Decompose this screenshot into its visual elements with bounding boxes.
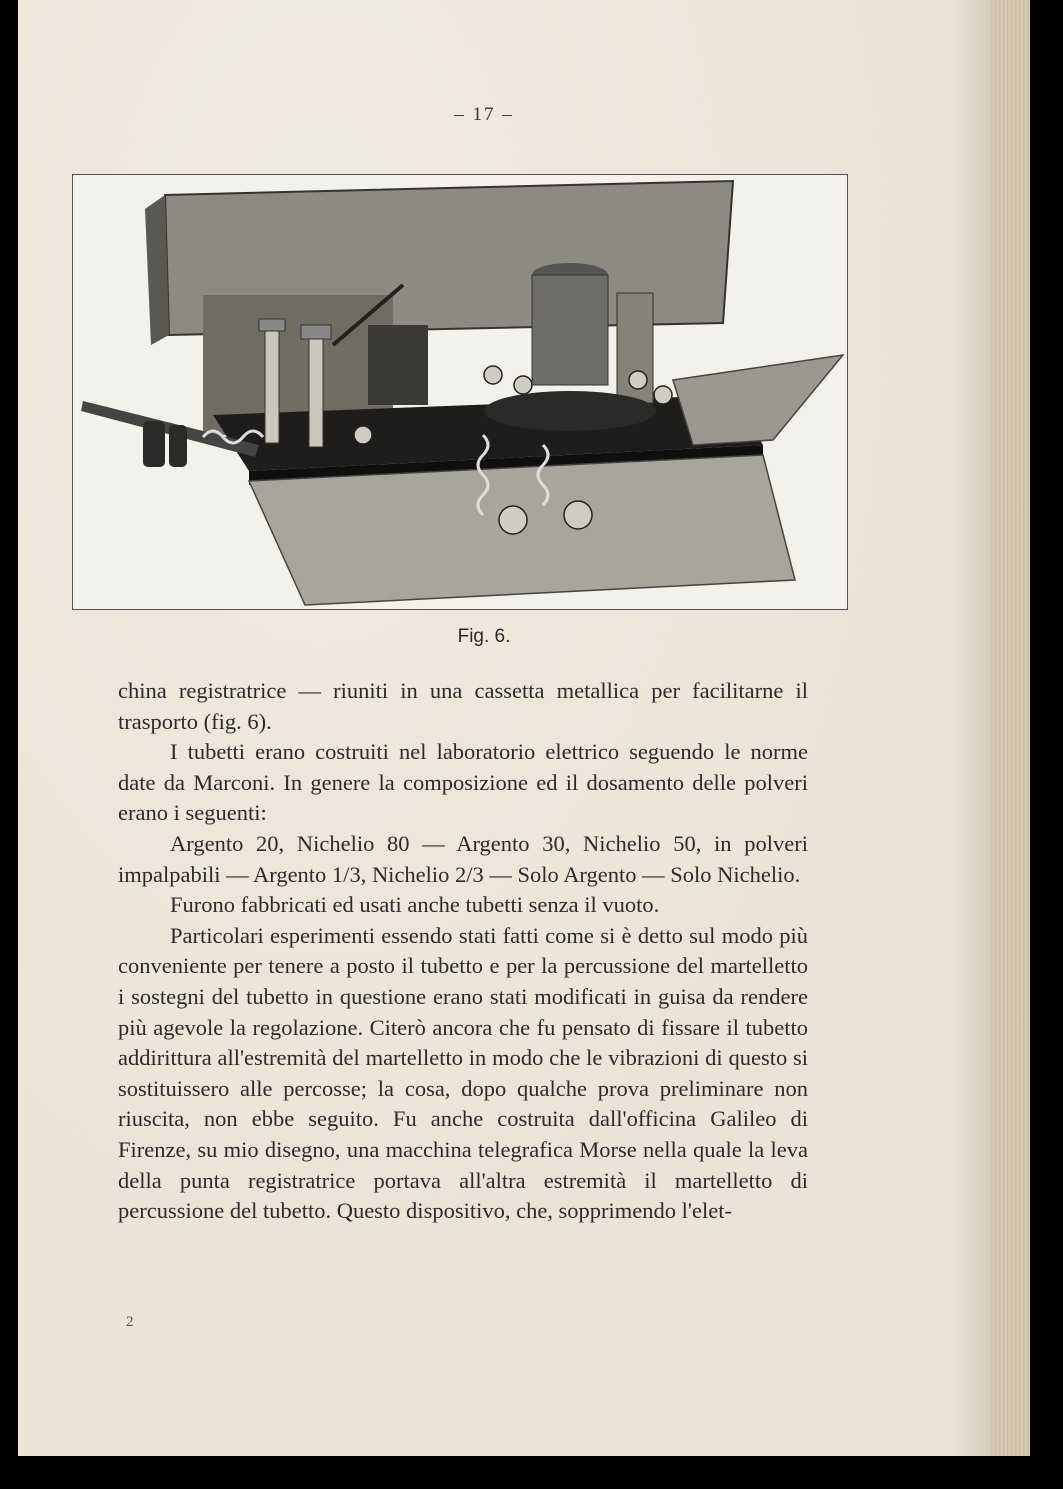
signature-mark: 2 xyxy=(126,1314,134,1330)
apparatus-photo xyxy=(73,175,847,609)
paragraph: I tubetti erano costruiti nel laboratorio elettrico seguendo le norme date da Marconi. In genere la composizione ed il dosamento delle polveri erano i seguenti: xyxy=(118,739,808,826)
body-text xyxy=(118,676,808,1227)
book-page xyxy=(18,0,1030,1456)
paragraph: Particolari esperimenti essendo stati fatti come si è detto sul modo più conveniente per tenere a posto il tubetto e per la percussione del martelletto i sostegni del tubetto in questione erano stati modificati in guisa da rendere più agevole la regolazione. Citerò ancora che fu pensato di fissare il tubetto addirittura all'estremità del martelletto in modo che le vibrazioni di questo si sostituissero alle percosse; la cosa, dopo qualche prova preliminare non riuscita, non ebbe seguito. Fu anche costruita dall'officina Galileo di Firenze, su mio disegno, una macchina telegrafica Morse nella quale la leva della punta registratrice portava all'altra estremità il martelletto di percussione del tubetto. Questo dispositivo, che, sopprimendo l'elet- xyxy=(118,922,808,1224)
page-edge xyxy=(990,0,1030,1456)
page-number: – 17 – xyxy=(454,104,514,125)
paragraph: Argento 20, Nichelio 80 — Argento 30, Nichelio 50, in polveri impalpabili — Argento 1/3, Nichelio 2/3 — Solo Argento — Solo Nichelio. xyxy=(118,830,808,887)
figure-photo xyxy=(72,174,848,610)
figure-caption: Fig. 6. xyxy=(457,626,511,647)
paragraph: china registratrice — riuniti in una cassetta metallica per facilitarne il trasporto (fig. 6). xyxy=(118,678,808,734)
paragraph: Furono fabbricati ed usati anche tubetti senza il vuoto. xyxy=(170,892,660,918)
